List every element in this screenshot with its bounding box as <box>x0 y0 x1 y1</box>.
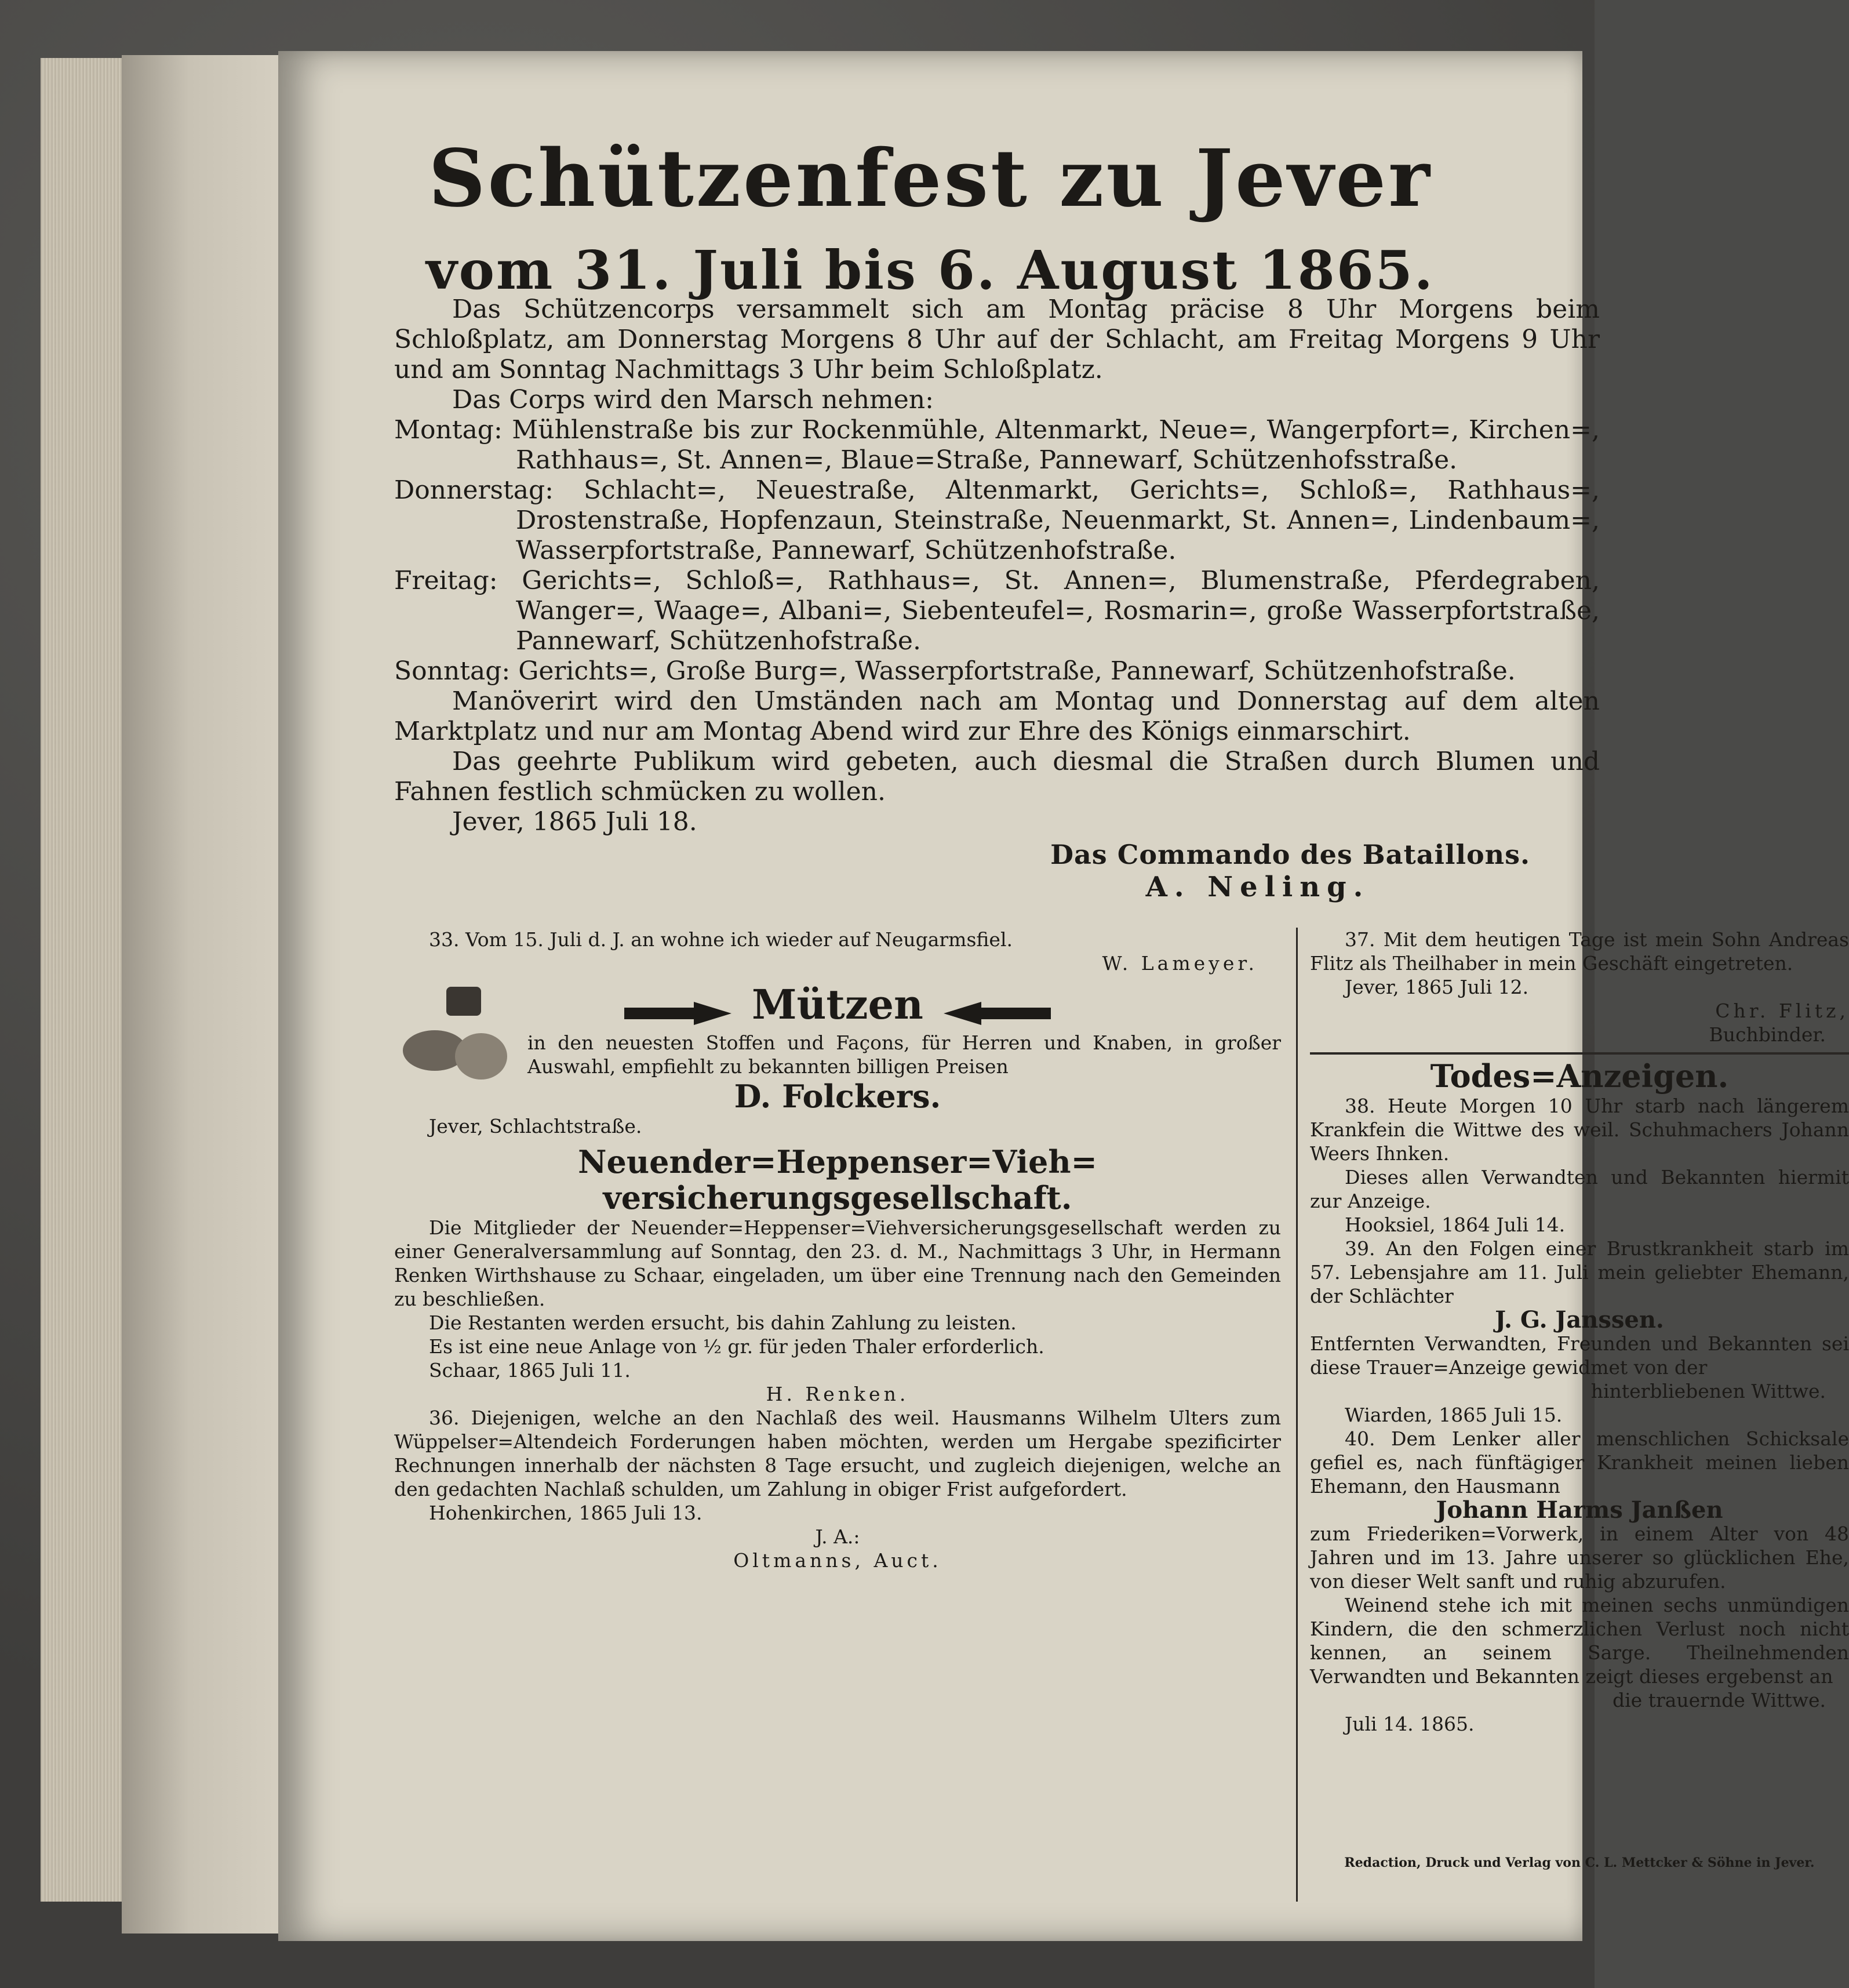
pointing-hand-left-icon <box>941 999 1051 1028</box>
route-freitag: Freitag: Gerichts=, Schloß=, Rathhaus=, St. Annen=, Blumenstraße, Pferdegraben, Wanger=, Waage=, Albani=, Siebenteufel=, Rosmarin=, große Wasserpfortstraße, Pannewarf, Schützenhofstraße. <box>394 566 1600 656</box>
ad-38-p2: Dieses allen Verwandten und Bekannten hiermit zur Anzeige. <box>1310 1166 1849 1212</box>
route-donnerstag: Donnerstag: Schlacht=, Neuestraße, Altenmarkt, Gerichts=, Schloß=, Rathhaus=, Drostenstraße, Hopfenzaun, Steinstraße, Neuenmarkt, St. Annen=, Lindenbaum=, Wasserpfortstraße, Pannewarf, Schützenhofstraße. <box>394 475 1600 565</box>
ad-36-sign: Oltmanns, Auct. <box>733 1549 942 1572</box>
vieh-p2: Die Restanten werden ersucht, bis dahin Zahlung zu leisten. <box>429 1311 1017 1334</box>
main-announcement <box>394 295 1600 837</box>
todes-title: Todes=Anzeigen. <box>1430 1057 1729 1095</box>
right-column <box>1310 928 1849 1736</box>
paragraph: Manöverirt wird den Umständen nach am Montag und Donnerstag auf dem alten Marktplatz und nur am Montag Abend wird zur Ehre des Königs einmarschirt. <box>394 686 1600 746</box>
caps-illustration <box>394 981 510 1091</box>
book-page-edges <box>41 58 123 1902</box>
book-gutter <box>122 55 290 1934</box>
mutzen-text: in den neuesten Stoffen und Façons, für Herren und Knaben, in großer Auswahl, empfiehlt zu bekannten billigen Preisen <box>527 1031 1281 1078</box>
ad-37-sign2: Buchbinder. <box>1709 1023 1826 1046</box>
ad-39-date: Wiarden, 1865 Juli 15. <box>1345 1404 1563 1426</box>
signature-neling: A. Neling. <box>1145 871 1370 903</box>
paragraph: Das Schützencorps versammelt sich am Montag präcise 8 Uhr Morgens beim Schloßplatz, am Donnerstag Morgens 8 Uhr auf der Schlacht, am Freitag Morgens 9 Uhr und am Sonntag Nachmittags 3 Uhr beim Schloßplatz. <box>394 295 1600 384</box>
headline: Schützenfest zu Jever <box>428 132 1432 225</box>
ad-36-date: Hohenkirchen, 1865 Juli 13. <box>429 1502 703 1524</box>
ad-40-p2: zum Friederiken=Vorwerk, in einem Alter von 48 Jahren und im 13. Jahre unserer so glücklichen Ehe, von dieser Welt sanft und ruhig abzurufen. <box>1310 1522 1849 1593</box>
vieh-title-1: Neuender=Heppenser=Vieh= <box>578 1143 1097 1180</box>
ad-39-name: J. G. Janssen. <box>1495 1306 1664 1333</box>
ad-37-sign1: Chr. Flitz, <box>1715 1000 1849 1022</box>
paragraph: Das geehrte Publikum wird gebeten, auch diesmal die Straßen durch Blumen und Fahnen festlich schmücken zu wollen. <box>394 747 1600 806</box>
ad-40: 40. Dem Lenker aller menschlichen Schicksale gefiel es, nach fünftägiger Krankheit meinen lieben Ehemann, den Hausmann <box>1310 1427 1849 1498</box>
ad-38-date: Hooksiel, 1864 Juli 14. <box>1345 1213 1566 1236</box>
dateline: Jever, 1865 Juli 18. <box>452 807 697 837</box>
vieh-date: Schaar, 1865 Juli 11. <box>429 1359 631 1382</box>
route-montag: Montag: Mühlenstraße bis zur Rockenmühle, Altenmarkt, Neue=, Wangerpfort=, Kirchen=, Rathhaus=, St. Annen=, Blaue=Straße, Pannewarf, Schützenhofsstraße. <box>394 415 1600 475</box>
ad-39-sign: hinterbliebenen Wittwe. <box>1590 1380 1826 1402</box>
newspaper-page <box>301 75 1849 1919</box>
ad-40-name: Johann Harms Janßen <box>1436 1496 1723 1524</box>
ad-40-p3: Weinend stehe ich mit meinen sechs unmündigen Kindern, die den schmerzlichen Verlust noch nicht kennen, an seinem Sarge. Theilnehmenden Verwandten und Bekannten zeigt dieses ergebenst an <box>1310 1594 1849 1688</box>
ad-37-date: Jever, 1865 Juli 12. <box>1345 976 1529 998</box>
vieh-p3: Es ist eine neue Anlage von ½ gr. für jeden Thaler erforderlich. <box>429 1335 1044 1358</box>
vieh-sign: H. Renken. <box>766 1383 909 1405</box>
mutzen-sign: D. Folckers. <box>734 1078 941 1115</box>
ad-37: 37. Mit dem heutigen Tage ist mein Sohn Andreas Flitz als Theilhaber in mein Geschäft eingetreten. <box>1310 928 1849 975</box>
ad-33: 33. Vom 15. Juli d. J. an wohne ich wieder auf Neugarmsfiel. <box>429 928 1013 951</box>
route-sonntag: Sonntag: Gerichts=, Große Burg=, Wasserpfortstraße, Pannewarf, Schützenhofstraße. <box>394 656 1516 686</box>
ad-36: 36. Diejenigen, welche an den Nachlaß des weil. Hausmanns Wilhelm Ulters zum Wüppelser=Altendeich Forderungen haben möchten, werden um Hergabe spezificirter Rechnungen innerhalb der nächsten 8 Tage ersucht, und zugleich diejenigen, welche an den gedachten Nachlaß schulden, um Zahlung in obiger Frist aufgefordert. <box>394 1406 1281 1500</box>
ad-39: 39. An den Folgen einer Brustkrankheit starb im 57. Lebensjahre am 11. Juli mein geliebter Ehemann, der Schlächter <box>1310 1237 1849 1307</box>
paragraph: Das Corps wird den Marsch nehmen: <box>452 385 934 415</box>
ad-40-date: Juli 14. 1865. <box>1345 1713 1475 1735</box>
vieh-title-2: versicherungsgesellschaft. <box>603 1179 1072 1216</box>
ad-40-sign: die trauernde Wittwe. <box>1612 1689 1826 1711</box>
mutzen-place: Jever, Schlachtstraße. <box>429 1115 642 1137</box>
column-divider <box>1296 928 1298 1902</box>
left-column <box>394 928 1281 1572</box>
pointing-hand-right-icon <box>624 999 734 1028</box>
ad-38: 38. Heute Morgen 10 Uhr starb nach längerem Krankfein die Wittwe des weil. Schuhmachers Johann Weers Ihnken. <box>1310 1095 1849 1165</box>
imprint-footer: Redaction, Druck und Verlag von C. L. Mettcker & Söhne in Jever. <box>1344 1855 1815 1870</box>
vieh-p1: Die Mitglieder der Neuender=Heppenser=Viehversicherungsgesellschaft werden zu einer Generalversammlung auf Sonntag, den 23. d. M., Nachmittags 3 Uhr, in Hermann Renken Wirthshause zu Schaar, eingeladen, um über eine Trennung nach den Gemeinden zu beschließen. <box>394 1216 1281 1310</box>
ad-39-p2: Entfernten Verwandten, Freunden und Bekannten sei diese Trauer=Anzeige gewidmet von der <box>1310 1332 1849 1379</box>
rule <box>1310 1052 1849 1055</box>
mutzen-title: Mützen <box>752 980 923 1028</box>
mutzen-ad <box>394 981 1281 1138</box>
ad-36-ia: J. A.: <box>815 1525 860 1548</box>
signature-commando: Das Commando des Bataillons. <box>1050 839 1530 870</box>
signature: W. Lameyer. <box>1102 952 1258 975</box>
subheadline: vom 31. Juli bis 6. August 1865. <box>426 239 1435 301</box>
